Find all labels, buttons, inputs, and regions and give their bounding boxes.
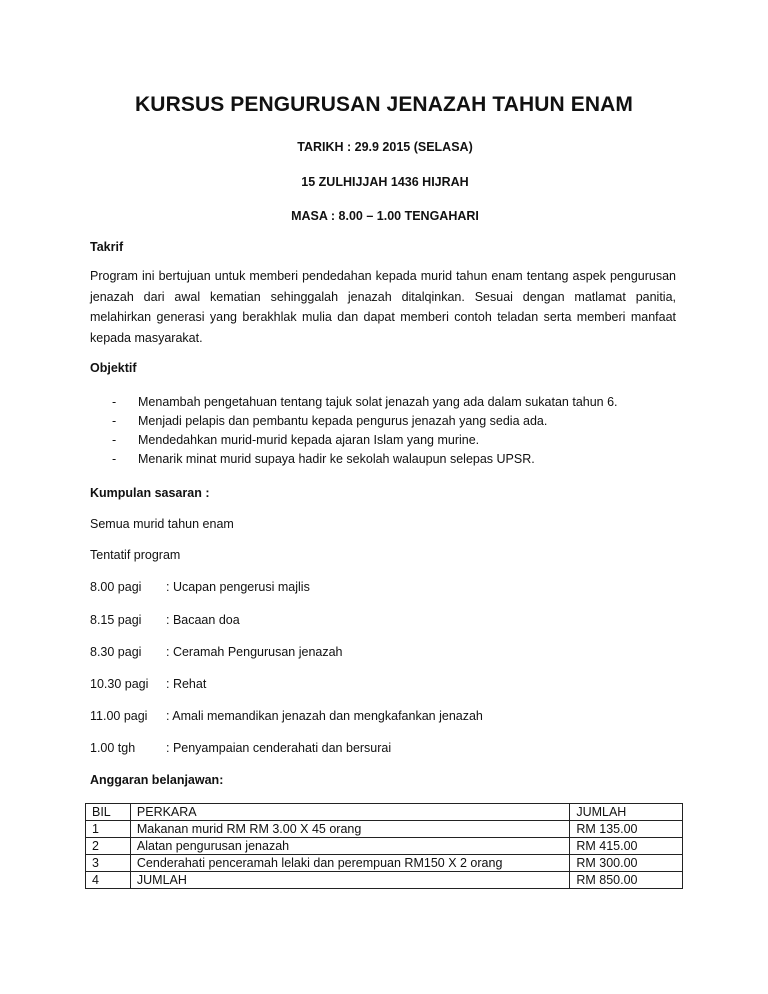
bullet-dash: - xyxy=(112,451,117,466)
objektif-item: Menarik minat murid supaya hadir ke sekolah walaupun selepas UPSR. xyxy=(138,451,535,466)
objektif-item: Menambah pengetahuan tentang tajuk solat jenazah yang ada dalam sukatan tahun 6. xyxy=(138,394,618,409)
schedule-row xyxy=(90,677,206,691)
objektif-list xyxy=(112,392,618,468)
objektif-item: Menjadi pelapis dan pembantu kepada pengurus jenazah yang sedia ada. xyxy=(138,413,548,428)
kumpulan-heading: Kumpulan sasaran : xyxy=(90,486,210,500)
schedule-row xyxy=(90,613,240,627)
column-header: PERKARA xyxy=(130,804,569,821)
column-header: BIL xyxy=(86,804,131,821)
bullet-dash: - xyxy=(112,432,117,447)
table-row xyxy=(86,838,683,855)
table-cell: Alatan pengurusan jenazah xyxy=(130,838,569,855)
bullet-dash: - xyxy=(112,413,117,428)
schedule-activity: : Ceramah Pengurusan jenazah xyxy=(166,645,343,659)
list-item xyxy=(112,411,618,430)
anggaran-heading: Anggaran belanjawan: xyxy=(90,773,224,787)
schedule-activity: : Amali memandikan jenazah dan mengkafankan jenazah xyxy=(166,709,483,723)
schedule-time: 8.30 pagi xyxy=(90,645,142,659)
budget-table xyxy=(85,803,683,889)
takrif-heading: Takrif xyxy=(90,240,124,254)
takrif-paragraph: Program ini bertujuan untuk memberi pendedahan kepada murid tahun enam tentang aspek pengurusan jenazah dari awal kematian sehinggalah jenazah ditalqinkan. Sesuai dengan matlamat panitia, melahirkan generasi yang berakhlak mulia dan dapat memberi contoh teladan serta memberi manfaat kepada masyarakat. xyxy=(90,269,676,345)
schedule-row xyxy=(90,580,310,594)
list-item xyxy=(112,449,618,468)
schedule-activity: : Penyampaian cenderahati dan bersurai xyxy=(166,741,392,755)
table-cell: 3 xyxy=(86,855,131,872)
table-cell: RM 300.00 xyxy=(570,855,683,872)
table-cell: 1 xyxy=(86,821,131,838)
schedule-time: 8.15 pagi xyxy=(90,613,142,627)
table-row xyxy=(86,821,683,838)
document-title: KURSUS PENGURUSAN JENAZAH TAHUN ENAM xyxy=(135,93,633,116)
table-row xyxy=(86,855,683,872)
schedule-activity: : Ucapan pengerusi majlis xyxy=(166,580,310,594)
table-cell: 2 xyxy=(86,838,131,855)
table-cell: RM 850.00 xyxy=(570,872,683,889)
schedule-row xyxy=(90,741,391,755)
objektif-heading: Objektif xyxy=(90,361,137,375)
schedule-time: 11.00 pagi xyxy=(90,709,148,723)
table-row xyxy=(86,872,683,889)
schedule-activity: : Rehat xyxy=(166,677,207,691)
schedule-activity: : Bacaan doa xyxy=(166,613,240,627)
tentatif-heading: Tentatif program xyxy=(90,548,181,562)
kumpulan-text: Semua murid tahun enam xyxy=(90,517,234,531)
list-item xyxy=(112,430,618,449)
table-header-row xyxy=(86,804,683,821)
schedule-time: 8.00 pagi xyxy=(90,580,142,594)
time-line: MASA : 8.00 – 1.00 TENGAHARI xyxy=(291,209,479,223)
table-cell: JUMLAH xyxy=(130,872,569,889)
column-header: JUMLAH xyxy=(570,804,683,821)
schedule-row xyxy=(90,709,483,723)
table-cell: Cenderahati penceramah lelaki dan perempuan RM150 X 2 orang xyxy=(130,855,569,872)
table-cell: RM 135.00 xyxy=(570,821,683,838)
table-cell: RM 415.00 xyxy=(570,838,683,855)
table-cell: 4 xyxy=(86,872,131,889)
bullet-dash: - xyxy=(112,394,117,409)
schedule-time: 1.00 tgh xyxy=(90,741,136,755)
objektif-item: Mendedahkan murid-murid kepada ajaran Islam yang murine. xyxy=(138,432,480,447)
schedule-time: 10.30 pagi xyxy=(90,677,149,691)
schedule-row xyxy=(90,645,343,659)
table-cell: Makanan murid RM RM 3.00 X 45 orang xyxy=(130,821,569,838)
list-item xyxy=(112,392,618,411)
hijri-date-line: 15 ZULHIJJAH 1436 HIJRAH xyxy=(301,175,469,189)
date-line: TARIKH : 29.9 2015 (SELASA) xyxy=(297,140,473,154)
